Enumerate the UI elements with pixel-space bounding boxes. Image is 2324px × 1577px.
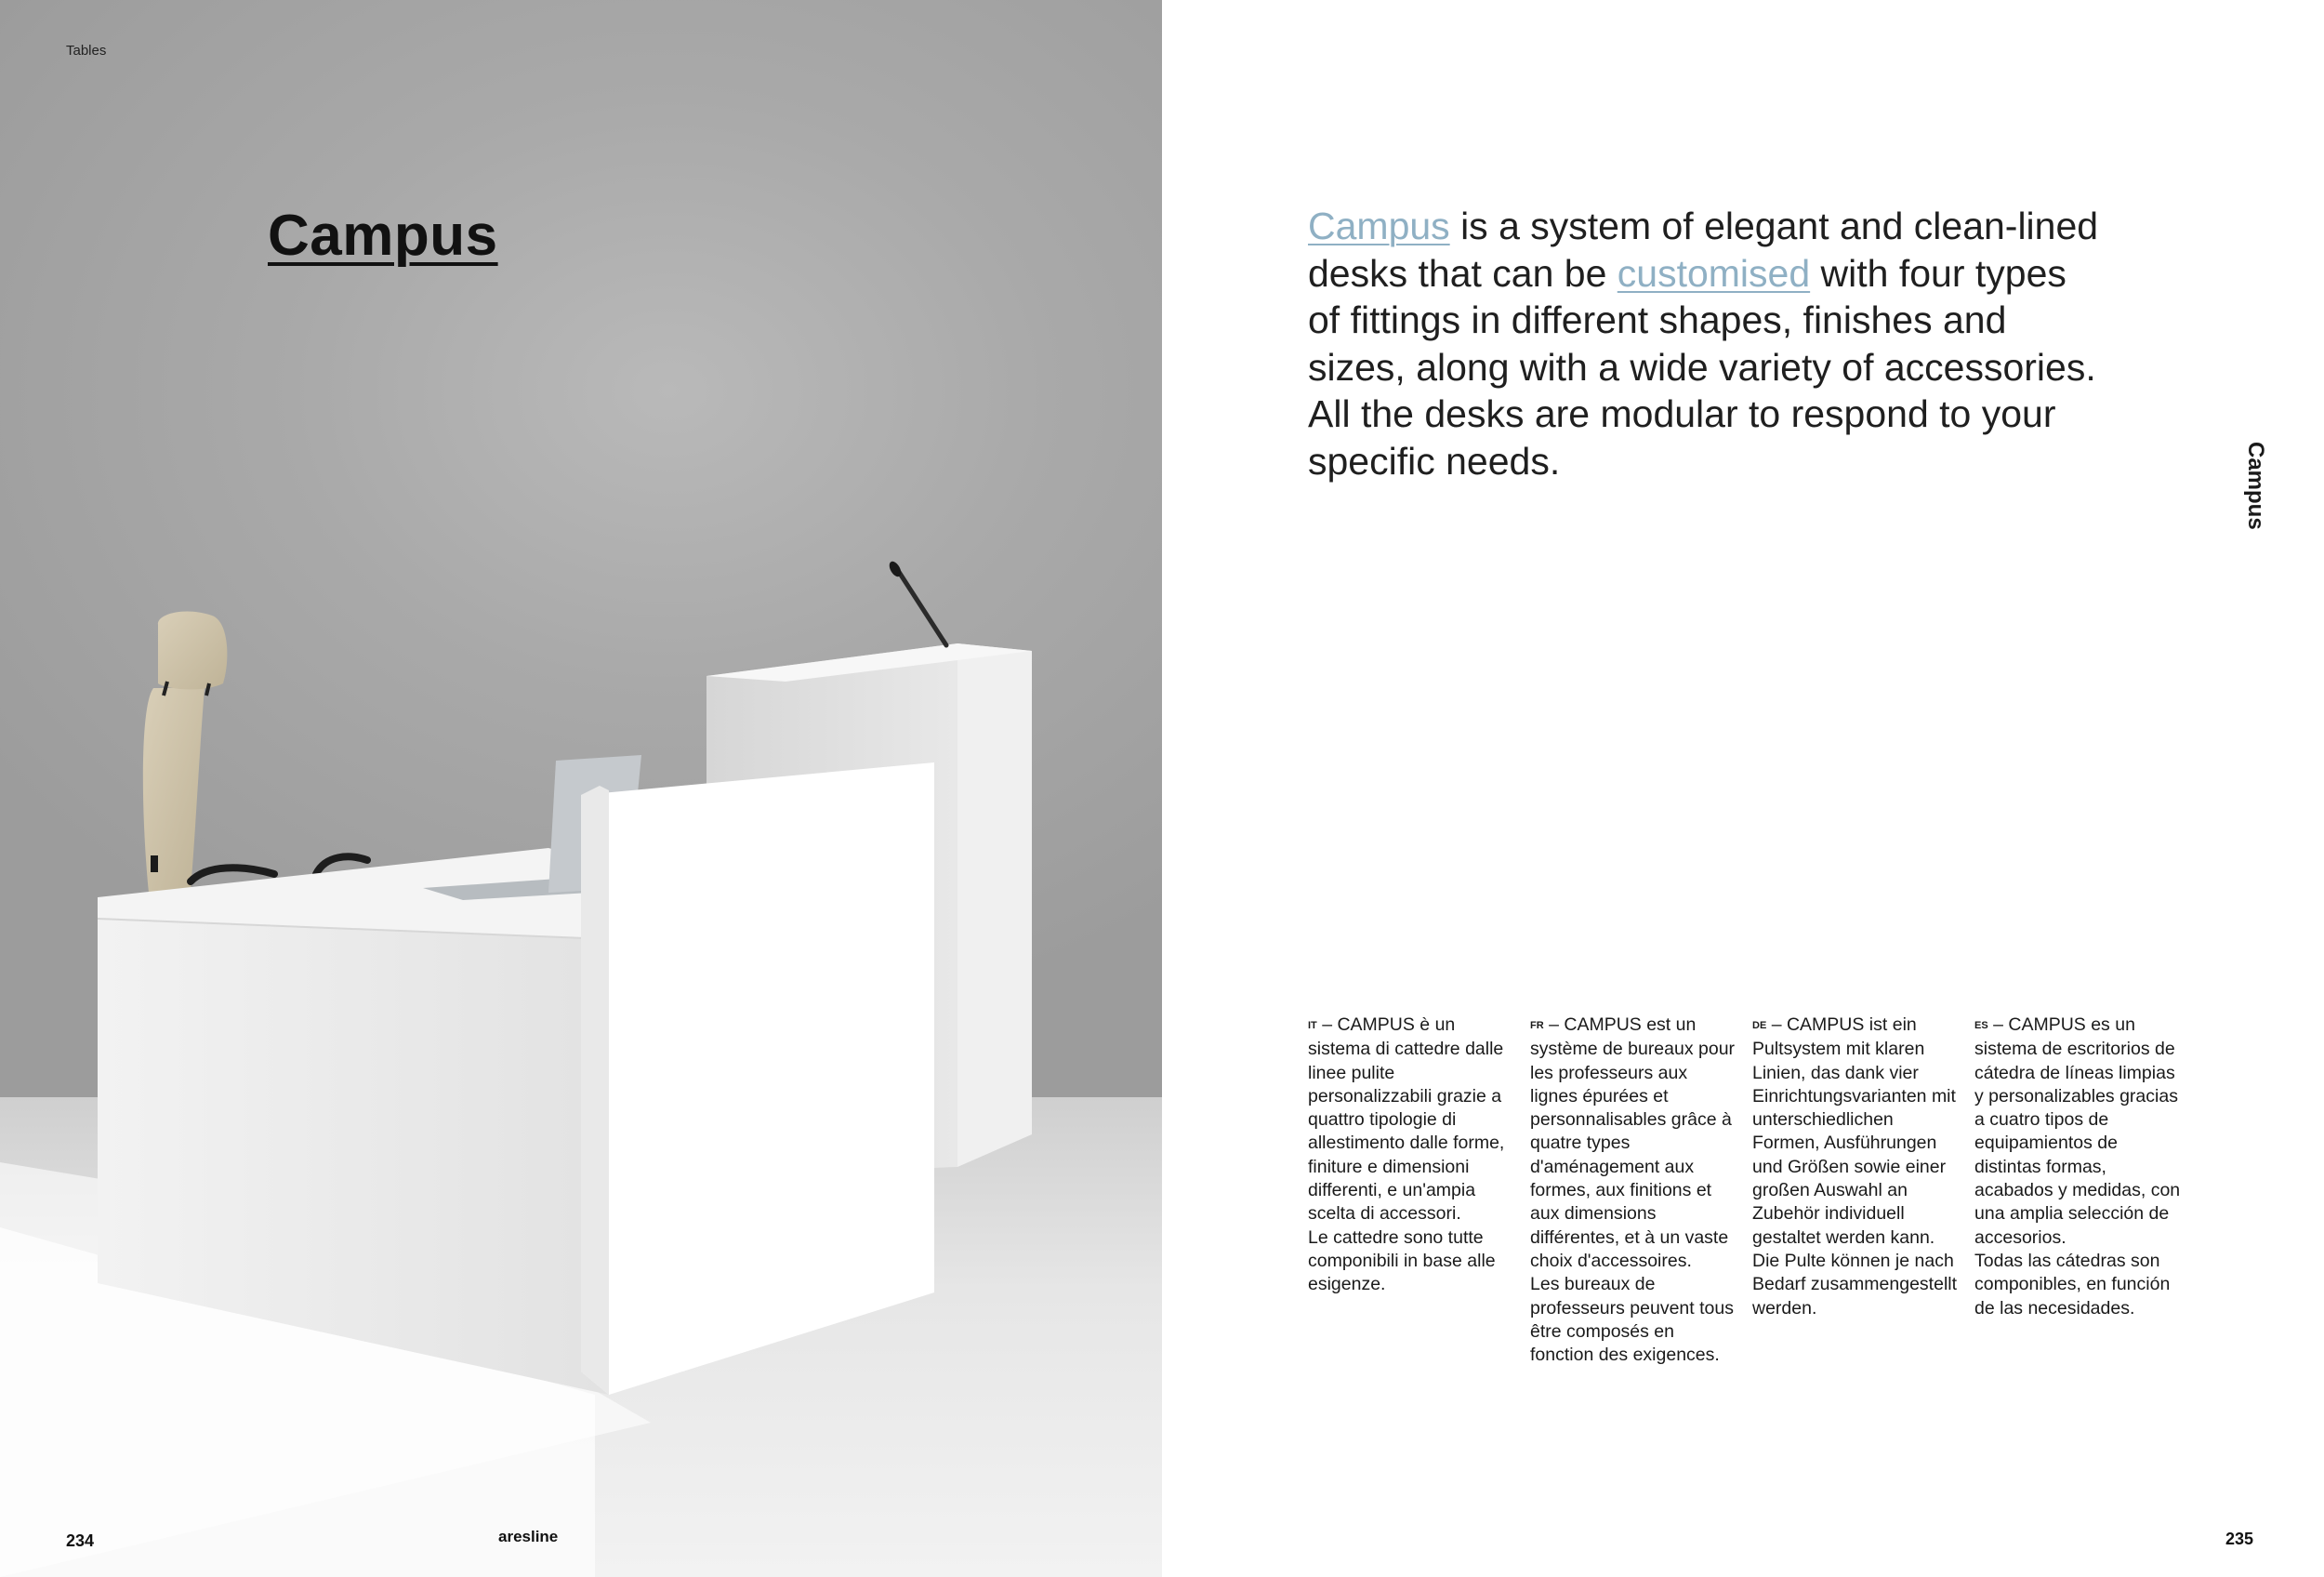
page-number-left: 234 <box>66 1531 95 1550</box>
text-column-de <box>1752 1014 1959 1320</box>
column-text: – CAMPUS è un sistema di cattedre dalle linee pulite personalizzabili grazie a quattro tipologie di allestimento dalle forme, finiture e dimensioni differenti, e un'ampia scelta di accessori. <box>1308 1014 1505 1225</box>
column-text-2: Die Pulte können je nach Bedarf zusammengestellt werden. <box>1752 1250 1958 1319</box>
text-column-it <box>1308 1014 1514 1297</box>
section-label: Tables <box>66 43 107 59</box>
chair <box>143 611 367 893</box>
column-text-2: Le cattedre sono tutte componibili in base alle esigenze. <box>1308 1226 1496 1295</box>
column-text-2: Les bureaux de professeurs peuvent tous être composés en fonction des exigences. <box>1530 1274 1734 1366</box>
column-text: – CAMPUS ist ein Pultsystem mit klaren Linien, das dank vier Einrichtungsvarianten mit unterschiedlichen Formen, Ausführungen und Größen sowie einer großen Auswahl an Zubehör individuell gestaltet werden kann. <box>1752 1014 1956 1248</box>
lang-code: IT <box>1308 1020 1317 1031</box>
column-text: – CAMPUS es un sistema de escritorios de cátedra de líneas limpias y personalizables gracias a cuatro tipos de equipamientos de distintas formas, acabados y medidas, con una amplia selección de accesorios. <box>1974 1014 2181 1248</box>
intro-text-1: is a system of elegant and clean-lined desks that can be <box>1308 205 2099 295</box>
column-text: – CAMPUS est un système de bureaux pour les professeurs aux lignes épurées et personnalisables grâce à quatre types d'aménagement aux formes, aux finitions et aux dimensions différentes, et à un vaste choix d'accessoires. <box>1530 1014 1736 1271</box>
page-number-right: 235 <box>2225 1530 2254 1548</box>
lang-code: DE <box>1752 1020 1767 1031</box>
side-label: Campus <box>2243 442 2268 530</box>
page-title: Campus <box>268 204 498 268</box>
desk <box>98 755 934 1395</box>
lang-code: ES <box>1974 1020 1988 1031</box>
intro-link-customised[interactable]: customised <box>1617 251 1811 295</box>
lang-code: FR <box>1530 1020 1544 1031</box>
text-column-fr <box>1530 1014 1736 1367</box>
text-column-es <box>1974 1014 2181 1320</box>
brand-logo: aresline <box>498 1528 559 1545</box>
intro-text-2: with four types of fittings in different shapes, finishes and sizes, along with a wide variety of accessories. All the desks are modular to respond to your specific needs. <box>1308 251 2096 483</box>
microphone <box>897 569 946 645</box>
intro-paragraph <box>1308 203 2107 484</box>
intro-link-campus[interactable]: Campus <box>1308 205 1450 247</box>
column-text-2: Todas las cátedras son componibles, en función de las necesidades. <box>1974 1250 2171 1319</box>
